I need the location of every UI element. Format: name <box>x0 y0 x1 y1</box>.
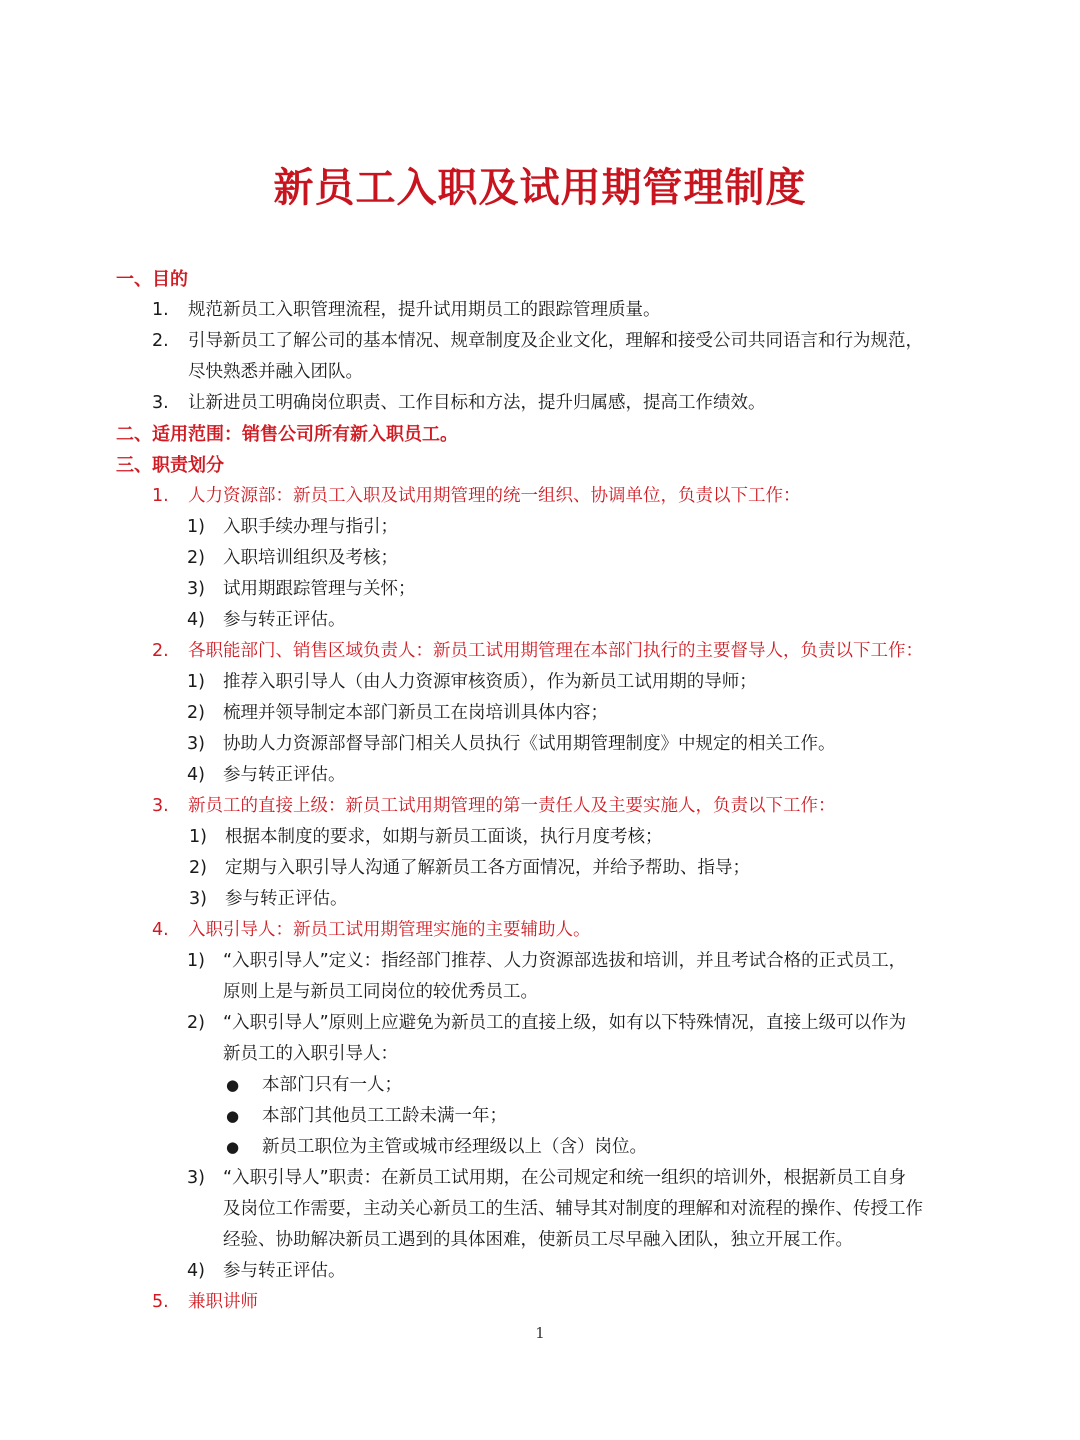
group-text: 入职引导人：新员工试用期管理实施的主要辅助人。 <box>188 920 591 940</box>
item-number: 2. <box>152 331 169 351</box>
sub-item-text-continuation: 及岗位工作需要，主动关心新员工的生活、辅导其对制度的理解和对流程的操作、传授工作 <box>223 1199 923 1219</box>
item-text: 引导新员工了解公司的基本情况、规章制度及企业文化，理解和接受公司共同语言和行为规范， <box>188 331 923 351</box>
group-number: 1. <box>152 486 169 506</box>
sub-item-number: 2) <box>187 548 205 568</box>
group-number: 3. <box>152 796 169 816</box>
bullet-icon: ● <box>226 1076 240 1094</box>
sub-item-number: 2) <box>187 1013 205 1033</box>
sub-item-text-continuation: 新员工的入职引导人： <box>223 1044 398 1064</box>
sub-item <box>0 822 1080 853</box>
sub-item-text: 入职培训组织及考核； <box>223 548 398 568</box>
bullet-icon: ● <box>226 1107 240 1125</box>
responsibility-group-direct-supervisor <box>0 791 1080 822</box>
sub-item <box>0 760 1080 791</box>
sub-item-continuation <box>0 977 1080 1008</box>
sub-item <box>0 543 1080 574</box>
sub-item <box>0 667 1080 698</box>
sub-item-text: 入职手续办理与指引； <box>223 517 398 537</box>
sub-item-text-continuation: 原则上是与新员工同岗位的较优秀员工。 <box>223 982 538 1002</box>
list-item <box>0 295 1080 326</box>
bullet-text: 本部门只有一人； <box>262 1075 402 1095</box>
sub-item-text: “入职引导人”定义：指经部门推荐、人力资源部选拔和培训，并且考试合格的正式员工， <box>223 951 907 971</box>
bullet-text: 新员工职位为主管或城市经理级以上（含）岗位。 <box>262 1137 647 1157</box>
section-heading-purpose: 一、目的 <box>116 269 188 290</box>
bullet-item <box>0 1132 1080 1163</box>
sub-item <box>0 1163 1080 1194</box>
bullet-item <box>0 1070 1080 1101</box>
list-item <box>0 326 1080 357</box>
section-heading-scope: 二、适用范围：销售公司所有新入职员工。 <box>116 424 458 445</box>
sub-item <box>0 946 1080 977</box>
sub-item-number: 1) <box>189 827 207 847</box>
group-number: 5. <box>152 1292 169 1312</box>
list-item-continuation <box>0 357 1080 388</box>
responsibility-group-hr <box>0 481 1080 512</box>
group-number: 2. <box>152 641 169 661</box>
group-text: 兼职讲师 <box>188 1292 258 1312</box>
sub-item-text: 参与转正评估。 <box>223 1261 346 1281</box>
group-text: 各职能部门、销售区域负责人：新员工试用期管理在本部门执行的主要督导人，负责以下工作： <box>188 641 923 661</box>
sub-item-number: 2) <box>189 858 207 878</box>
bullet-item <box>0 1101 1080 1132</box>
sub-item <box>0 512 1080 543</box>
item-text: 规范新员工入职管理流程，提升试用期员工的跟踪管理质量。 <box>188 300 661 320</box>
sub-item <box>0 729 1080 760</box>
page-number: 1 <box>535 1324 545 1342</box>
group-number: 4. <box>152 920 169 940</box>
section-heading-responsibilities: 三、职责划分 <box>116 455 224 476</box>
sub-item-number: 2) <box>187 703 205 723</box>
sub-item-number: 3) <box>187 579 205 599</box>
sub-item-number: 1) <box>187 951 205 971</box>
sub-item-text: 梳理并领导制定本部门新员工在岗培训具体内容； <box>223 703 608 723</box>
sub-item <box>0 1008 1080 1039</box>
sub-item-text: 定期与入职引导人沟通了解新员工各方面情况，并给予帮助、指导； <box>225 858 750 878</box>
sub-item <box>0 605 1080 636</box>
sub-item-text: 根据本制度的要求，如期与新员工面谈，执行月度考核； <box>225 827 663 847</box>
bullet-text: 本部门其他员工工龄未满一年； <box>262 1106 507 1126</box>
responsibility-group-onboarding-mentor <box>0 915 1080 946</box>
sub-item <box>0 1256 1080 1287</box>
sub-item-text: 参与转正评估。 <box>223 765 346 785</box>
responsibility-group-part-time-trainer <box>0 1287 1080 1318</box>
sub-item-number: 1) <box>187 517 205 537</box>
document-title: 新员工入职及试用期管理制度 <box>273 165 807 211</box>
item-text: 让新进员工明确岗位职责、工作目标和方法，提升归属感，提高工作绩效。 <box>188 393 766 413</box>
sub-item-text: “入职引导人”职责：在新员工试用期，在公司规定和统一组织的培训外，根据新员工自身 <box>223 1168 907 1188</box>
sub-item <box>0 698 1080 729</box>
sub-item-number: 3) <box>187 734 205 754</box>
sub-item-number: 3) <box>187 1168 205 1188</box>
sub-item <box>0 853 1080 884</box>
sub-item-text: 协助人力资源部督导部门相关人员执行《试用期管理制度》中规定的相关工作。 <box>223 734 836 754</box>
item-number: 1. <box>152 300 169 320</box>
sub-item-text: 参与转正评估。 <box>225 889 348 909</box>
sub-item-text: 参与转正评估。 <box>223 610 346 630</box>
responsibility-group-department-heads <box>0 636 1080 667</box>
sub-item-number: 4) <box>187 610 205 630</box>
sub-item-number: 3) <box>189 889 207 909</box>
sub-item-text: 推荐入职引导人（由人力资源审核资质），作为新员工试用期的导师； <box>223 672 757 692</box>
sub-item-text-continuation: 经验、协助解决新员工遇到的具体困难，使新员工尽早融入团队，独立开展工作。 <box>223 1230 853 1250</box>
sub-item-continuation <box>0 1194 1080 1225</box>
group-text: 人力资源部：新员工入职及试用期管理的统一组织、协调单位，负责以下工作： <box>188 486 801 506</box>
sub-item-continuation <box>0 1039 1080 1070</box>
sub-item-number: 4) <box>187 1261 205 1281</box>
sub-item-number: 4) <box>187 765 205 785</box>
sub-item <box>0 884 1080 915</box>
sub-item <box>0 574 1080 605</box>
sub-item-text: 试用期跟踪管理与关怀； <box>223 579 416 599</box>
sub-item-continuation <box>0 1225 1080 1256</box>
bullet-icon: ● <box>226 1138 240 1156</box>
item-number: 3. <box>152 393 169 413</box>
list-item <box>0 388 1080 419</box>
sub-item-text: “入职引导人”原则上应避免为新员工的直接上级，如有以下特殊情况，直接上级可以作为 <box>223 1013 907 1033</box>
sub-item-number: 1) <box>187 672 205 692</box>
document-body <box>0 264 1080 1318</box>
item-text-continuation: 尽快熟悉并融入团队。 <box>188 362 363 382</box>
group-text: 新员工的直接上级：新员工试用期管理的第一责任人及主要实施人，负责以下工作： <box>188 796 836 816</box>
